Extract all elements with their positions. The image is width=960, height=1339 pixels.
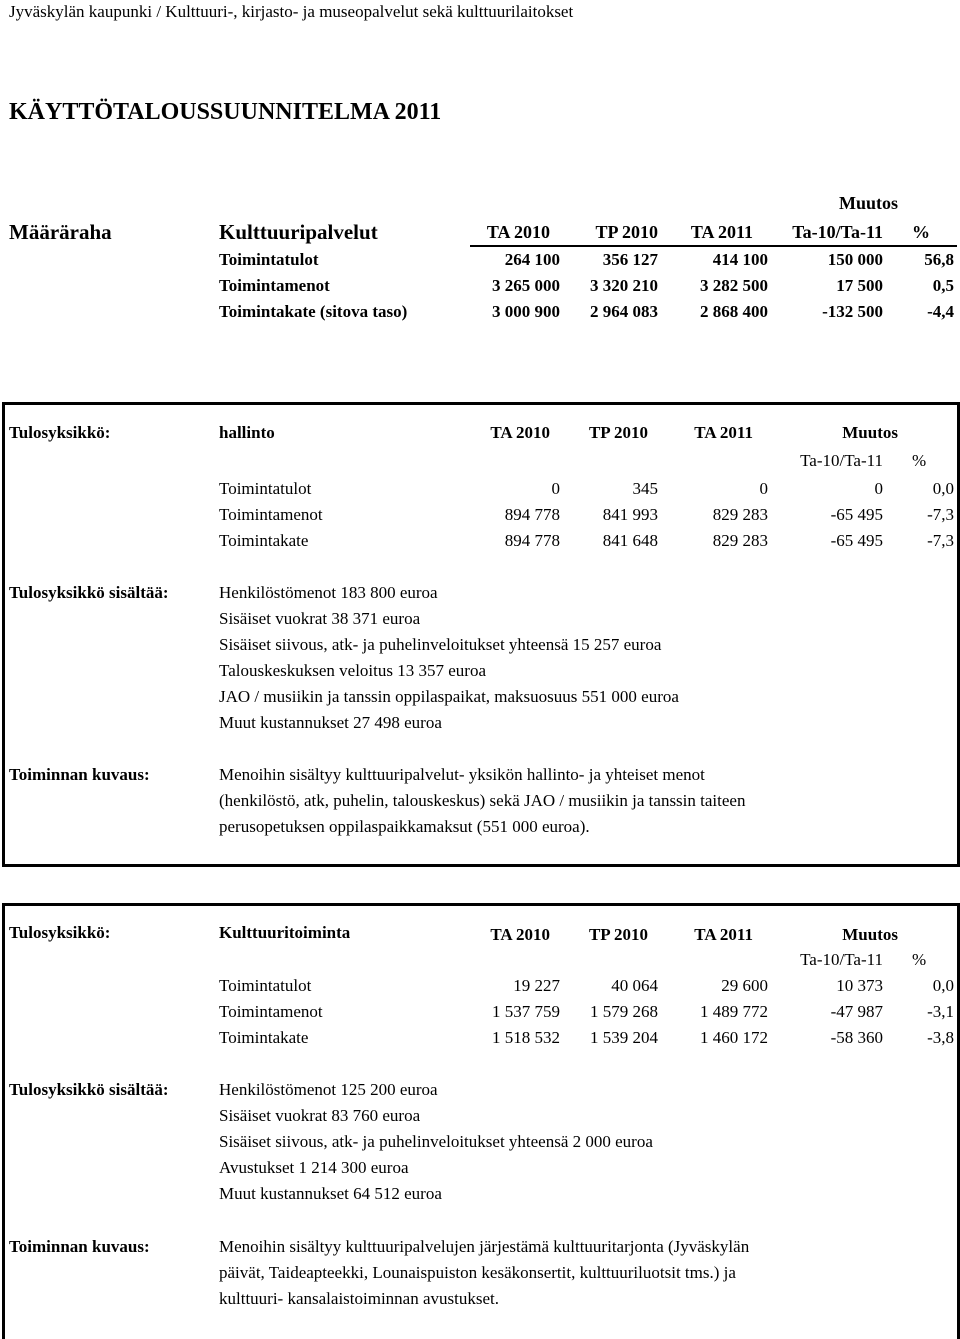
contains-item: Henkilöstömenot 125 200 euroa bbox=[219, 1080, 438, 1099]
summary-col-change: Ta-10/Ta-11 bbox=[792, 222, 883, 242]
contains-item: Henkilöstömenot 183 800 euroa bbox=[219, 583, 438, 602]
unit-label: Tulosyksikkö: bbox=[9, 423, 111, 442]
unit-label: Tulosyksikkö: bbox=[9, 923, 111, 942]
description-text: Menoihin sisältyy kulttuuripalvelujen järjestämä kulttuuritarjonta (Jyväskylän päivät, Taideapteekki, Lounaispuiston kesäkonsertit, kulttuuriluotsit tms.) ja kulttuuri- kansalaistoiminnan avustukset. bbox=[219, 1237, 750, 1308]
contains-item: JAO / musiikin ja tanssin oppilaspaikat, maksuosuus 551 000 euroa bbox=[219, 687, 679, 706]
description-text: Menoihin sisältyy kulttuuripalvelut- yksikön hallinto- ja yhteiset menot (henkilöstö, atk, puhelin, talouskeskus) sekä JAO / musiikin ja tanssin taiteen perusopetuksen oppilaspaikkamaksut (551 000 euroa). bbox=[219, 765, 746, 836]
summary-muutos-label: Muutos bbox=[838, 193, 898, 213]
contains-item: Talouskeskuksen veloitus 13 357 euroa bbox=[219, 661, 486, 680]
description-label: Toiminnan kuvaus: bbox=[9, 1237, 150, 1256]
summary-header-rule bbox=[470, 245, 957, 247]
contains-item: Sisäiset vuokrat 38 371 euroa bbox=[219, 609, 421, 628]
contains-item: Sisäiset siivous, atk- ja puhelinveloitukset yhteensä 2 000 euroa bbox=[219, 1132, 653, 1151]
contains-list bbox=[219, 1077, 919, 1207]
unit-name: hallinto bbox=[219, 423, 275, 442]
contains-item: Muut kustannukset 27 498 euroa bbox=[219, 713, 442, 732]
contains-item: Avustukset 1 214 300 euroa bbox=[219, 1158, 409, 1177]
summary-left-label: Määräraha bbox=[9, 220, 112, 244]
summary-col-tp2010: TP 2010 bbox=[595, 222, 658, 242]
summary-unit-name: Kulttuuripalvelut bbox=[219, 220, 378, 244]
summary-col-pct: % bbox=[912, 222, 930, 242]
contains-item: Sisäiset vuokrat 83 760 euroa bbox=[219, 1106, 421, 1125]
unit-name: Kulttuuritoiminta bbox=[219, 923, 351, 942]
contains-list bbox=[219, 580, 919, 736]
page-title: KÄYTTÖTALOUSSUUNNITELMA 2011 bbox=[9, 99, 442, 125]
contains-label: Tulosyksikkö sisältää: bbox=[9, 583, 169, 602]
summary-col-ta2010: TA 2010 bbox=[486, 222, 550, 242]
page-header: Jyväskylän kaupunki / Kulttuuri-, kirjasto- ja museopalvelut sekä kulttuurilaitokset bbox=[9, 2, 574, 21]
summary-col-ta2011: TA 2011 bbox=[690, 222, 753, 242]
contains-label: Tulosyksikkö sisältää: bbox=[9, 1080, 169, 1099]
description-label: Toiminnan kuvaus: bbox=[9, 765, 150, 784]
contains-item: Muut kustannukset 64 512 euroa bbox=[219, 1184, 442, 1203]
contains-item: Sisäiset siivous, atk- ja puhelinveloitukset yhteensä 15 257 euroa bbox=[219, 635, 662, 654]
